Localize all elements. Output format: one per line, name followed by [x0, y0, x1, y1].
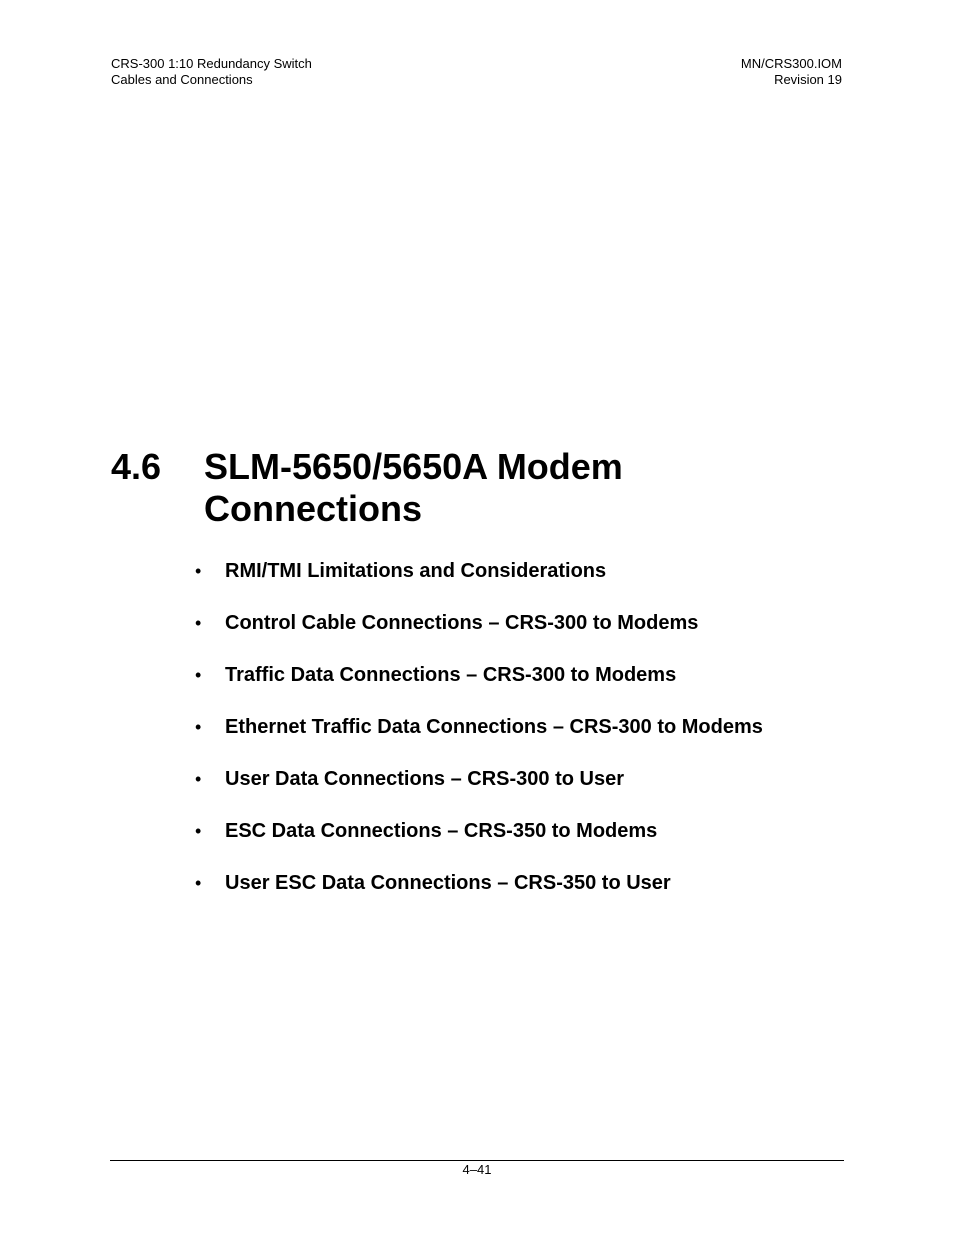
list-item: [195, 611, 763, 663]
topic-text: User ESC Data Connections – CRS-350 to User: [225, 872, 671, 894]
section-heading: [111, 446, 724, 530]
list-item: [195, 819, 763, 871]
list-item: [195, 767, 763, 819]
running-header-right: [741, 56, 842, 88]
document-title: CRS-300 1:10 Redundancy Switch: [111, 56, 312, 71]
list-item: [195, 871, 763, 923]
revision-label: Revision 19: [774, 72, 842, 87]
topic-text: ESC Data Connections – CRS-350 to Modems: [225, 820, 658, 842]
section-title: SLM-5650/5650A Modem Connections: [204, 446, 623, 529]
bullet-icon: •: [195, 665, 202, 685]
topic-text: Control Cable Connections – CRS-300 to Modems: [225, 612, 699, 634]
section-number: 4.6: [111, 446, 162, 487]
bullet-icon: •: [195, 769, 202, 789]
list-item: [195, 663, 763, 715]
document-number: MN/CRS300.IOM: [740, 56, 842, 71]
footer-divider: [110, 1160, 844, 1161]
topic-list: [195, 559, 763, 923]
bullet-icon: •: [195, 717, 202, 737]
bullet-icon: •: [195, 561, 202, 581]
topic-text: Traffic Data Connections – CRS-300 to Modems: [225, 664, 677, 686]
page-number: 4–41: [462, 1162, 492, 1177]
bullet-icon: •: [195, 873, 202, 893]
chapter-title: Cables and Connections: [111, 72, 253, 87]
topic-text: RMI/TMI Limitations and Considerations: [225, 560, 607, 582]
bullet-icon: •: [195, 613, 202, 633]
list-item: [195, 715, 763, 767]
running-header-left: [111, 56, 312, 88]
topic-text: User Data Connections – CRS-300 to User: [225, 768, 625, 790]
bullet-icon: •: [195, 821, 202, 841]
topic-text: Ethernet Traffic Data Connections – CRS-300 to Modems: [225, 716, 763, 738]
list-item: [195, 559, 763, 611]
